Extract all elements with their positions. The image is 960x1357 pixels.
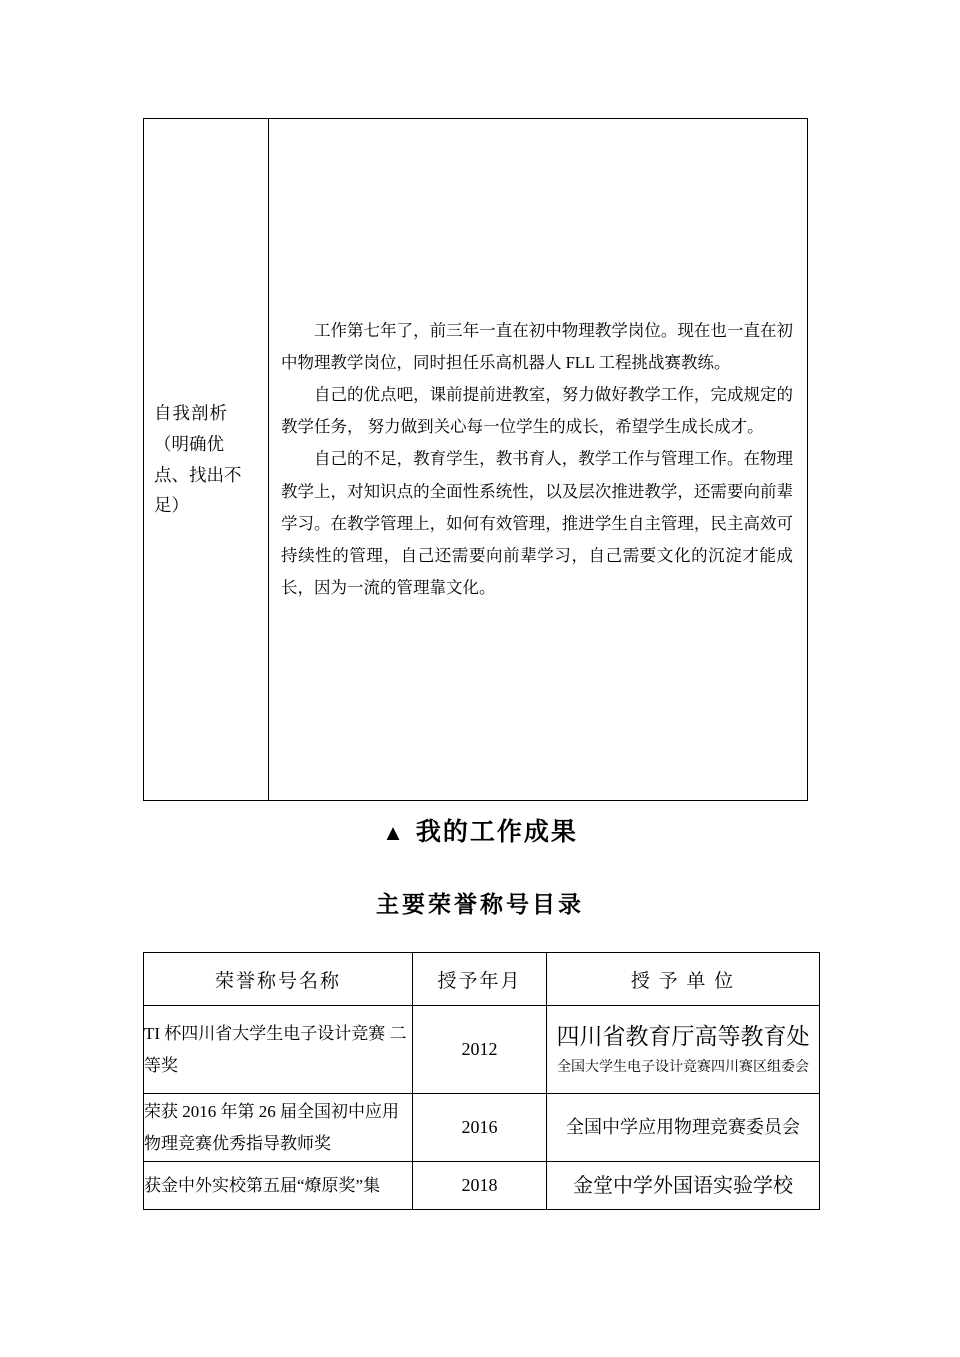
self-analysis-paragraph-3: 自己的不足，教育学生，教书育人，教学工作与管理工作。在物理教学上，对知识点的全面性系统性，以及层次推进教学，还需要向前辈学习。在教学管理上，如何有效管理，推进学生自主管理，民主高效可持续性的管理，自己还需要向前辈学习，自己需要文化的沉淀才能成长，因为一流的管理靠文化。 <box>281 449 793 598</box>
honors-list-heading: 主要荣誉称号目录 <box>376 892 584 917</box>
honor-unit <box>547 1006 820 1094</box>
self-analysis-paragraph-1: 工作第七年了，前三年一直在初中物理教学岗位。现在也一直在初中物理教学岗位，同时担任乐高机器人 FLL 工程挑战赛教练。 <box>281 320 793 372</box>
table-row <box>144 1162 820 1210</box>
self-analysis-paragraph-2: 自己的优点吧，课前提前进教室，努力做好教学工作，完成规定的教学任务， 努力做到关心每一位学生的成长，希望学生成长成才。 <box>281 385 793 437</box>
honor-date: 2018 <box>413 1162 547 1210</box>
column-header-name: 荣誉称号名称 <box>144 953 413 1006</box>
honor-date: 2012 <box>413 1006 547 1094</box>
honor-unit-sub: 全国大学生电子设计竞赛四川赛区组委会 <box>557 1059 809 1075</box>
self-analysis-label-main: 自我剖析 <box>154 403 228 424</box>
column-header-date: 授予年月 <box>413 953 547 1006</box>
honor-date: 2016 <box>413 1094 547 1162</box>
honor-unit-main: 金堂中学外国语实验学校 <box>573 1174 793 1197</box>
work-results-heading <box>0 812 960 848</box>
table-row <box>144 1094 820 1162</box>
table-row <box>144 119 808 801</box>
honor-name: 获金中外实校第五届“燎原奖”集 <box>144 1162 413 1210</box>
honors-table <box>143 952 820 1210</box>
self-analysis-table <box>143 118 808 801</box>
table-header-row <box>144 953 820 1006</box>
work-results-heading-text: 我的工作成果 <box>415 819 578 846</box>
table-row <box>144 1006 820 1094</box>
self-analysis-body <box>269 305 807 615</box>
self-analysis-label-sub: （明确优点、找出不足） <box>154 433 242 516</box>
column-header-unit: 授 予 单 位 <box>547 953 820 1006</box>
honor-unit <box>547 1094 820 1162</box>
triangle-icon: ▲ <box>382 820 406 845</box>
self-analysis-label-cell <box>144 119 269 801</box>
honor-unit-main: 全国中学应用物理竞赛委员会 <box>566 1117 800 1138</box>
honor-unit-main: 四川省教育厅高等教育处 <box>556 1024 810 1050</box>
honor-unit <box>547 1162 820 1210</box>
honor-name: TI 杯四川省大学生电子设计竞赛 二等奖 <box>144 1006 413 1094</box>
honor-name: 荣获 2016 年第 26 届全国初中应用物理竞赛优秀指导教师奖 <box>144 1094 413 1162</box>
self-analysis-body-cell <box>269 119 808 801</box>
